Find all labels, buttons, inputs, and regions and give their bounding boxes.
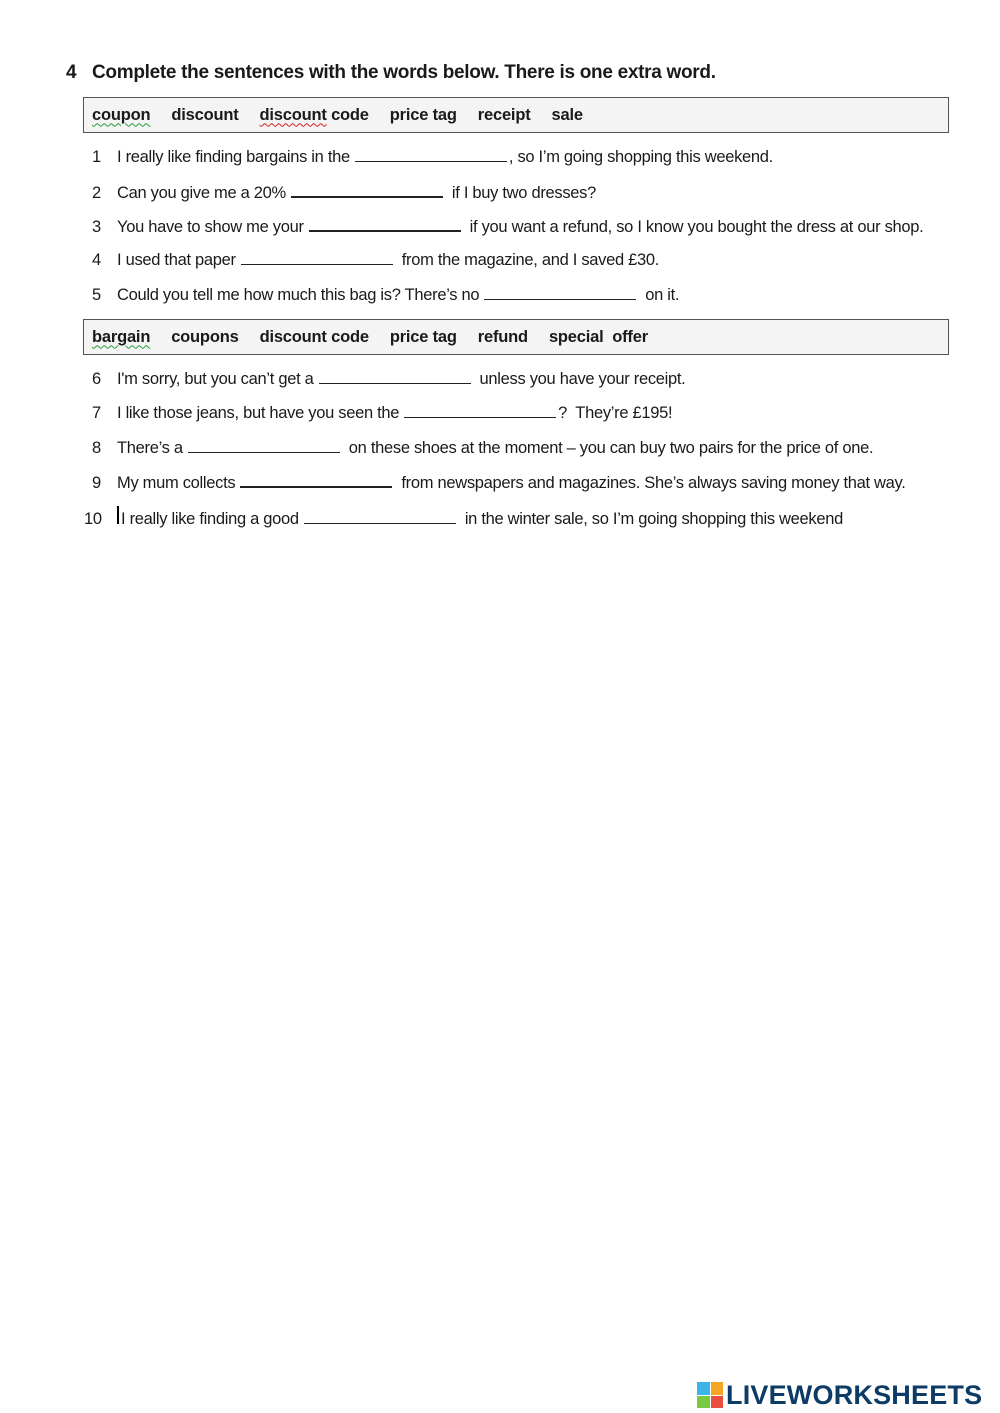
sentence-text-before: I really like finding a good xyxy=(121,510,299,528)
word-bank-2 xyxy=(83,319,949,355)
sentence-9 xyxy=(84,472,906,493)
sentence-number: 8 xyxy=(92,439,101,457)
word-bank-item: discount xyxy=(171,105,239,124)
answer-blank[interactable] xyxy=(484,285,636,300)
word-bank-1 xyxy=(83,97,949,133)
answer-blank[interactable] xyxy=(240,472,392,488)
sentence-number: 3 xyxy=(92,218,101,236)
sentence-text-after: in the winter sale, so I’m going shopping this weekend xyxy=(464,510,844,528)
logo-tile xyxy=(711,1382,724,1395)
word-bank-item: refund xyxy=(477,327,528,346)
liveworksheets-logo[interactable] xyxy=(697,1378,982,1412)
sentence-5 xyxy=(84,285,679,305)
sentence-text-before: There’s a xyxy=(117,439,183,457)
word-bank-item: sale xyxy=(551,105,583,124)
word-bank-item: bargain xyxy=(92,327,151,346)
sentence-text-before: Can you give me a 20% xyxy=(117,184,286,202)
sentence-number: 9 xyxy=(92,474,101,492)
sentence-text-before: I really like finding bargains in the xyxy=(117,148,350,166)
word-bank-item: discount code xyxy=(259,327,369,346)
sentence-text-after: on these shoes at the moment – you can buy two pairs for the price of one. xyxy=(348,439,874,457)
logo-tiles-icon xyxy=(697,1382,723,1408)
sentence-number: 5 xyxy=(92,286,101,304)
word-bank-item: coupon xyxy=(92,105,151,124)
answer-blank[interactable] xyxy=(319,369,471,384)
sentence-text-after: on it. xyxy=(645,286,680,304)
sentence-text-after: from the magazine, and I saved £30. xyxy=(401,251,660,269)
sentence-1 xyxy=(84,147,773,167)
sentence-text-before: I like those jeans, but have you seen the xyxy=(117,404,400,422)
sentence-10 xyxy=(84,506,843,529)
sentence-text-before: You have to show me your xyxy=(117,218,304,236)
answer-blank[interactable] xyxy=(404,403,556,418)
sentence-text-after: if you want a refund, so I know you bought the dress at our shop. xyxy=(469,218,924,236)
sentence-7 xyxy=(84,403,672,423)
sentence-number: 6 xyxy=(92,370,101,388)
sentence-text-after: if I buy two dresses? xyxy=(451,184,596,202)
logo-brand-text: LIVEWORKSHEETS xyxy=(726,1379,983,1410)
answer-blank[interactable] xyxy=(291,182,443,198)
sentence-8 xyxy=(84,438,873,458)
exercise-title xyxy=(66,62,716,84)
logo-tile xyxy=(697,1396,710,1409)
sentence-3 xyxy=(84,216,923,237)
word-bank-item-part: discount xyxy=(259,105,327,124)
sentence-number: 10 xyxy=(84,510,102,528)
sentence-2 xyxy=(84,182,596,203)
sentence-text-before: My mum collects xyxy=(117,474,236,492)
sentence-number: 2 xyxy=(92,184,101,202)
sentence-text-before: I used that paper xyxy=(117,251,236,269)
exercise-number: 4 xyxy=(66,62,77,83)
answer-blank[interactable] xyxy=(241,250,393,265)
sentence-text-after: from newspapers and magazines. She’s always saving money that way. xyxy=(401,474,906,492)
sentence-text-after: , so I’m going shopping this weekend. xyxy=(508,148,773,166)
word-bank-item: coupons xyxy=(171,327,239,346)
logo-tile xyxy=(697,1382,710,1395)
word-bank-item: discount code xyxy=(259,105,369,124)
text-cursor xyxy=(117,506,119,524)
word-bank-item: price tag xyxy=(389,105,457,124)
word-bank-item: special offer xyxy=(548,327,648,346)
sentence-text-after: ? They’re £195! xyxy=(558,404,673,422)
sentence-number: 7 xyxy=(92,404,101,422)
sentence-number: 4 xyxy=(92,251,101,269)
sentence-text-after: unless you have your receipt. xyxy=(479,370,686,388)
answer-blank[interactable] xyxy=(188,438,340,453)
word-bank-item: receipt xyxy=(477,105,531,124)
word-bank-item: price tag xyxy=(389,327,457,346)
sentence-text-before: I'm sorry, but you can’t get a xyxy=(117,370,314,388)
answer-blank[interactable] xyxy=(355,147,507,162)
sentence-6 xyxy=(84,369,685,389)
answer-blank[interactable] xyxy=(304,509,456,524)
sentence-4 xyxy=(84,250,659,270)
exercise-instruction: Complete the sentences with the words below. There is one extra word. xyxy=(92,62,716,83)
answer-blank[interactable] xyxy=(309,216,461,232)
logo-tile xyxy=(711,1396,724,1409)
sentence-number: 1 xyxy=(92,148,101,166)
sentence-text-before: Could you tell me how much this bag is? There’s no xyxy=(117,286,480,304)
